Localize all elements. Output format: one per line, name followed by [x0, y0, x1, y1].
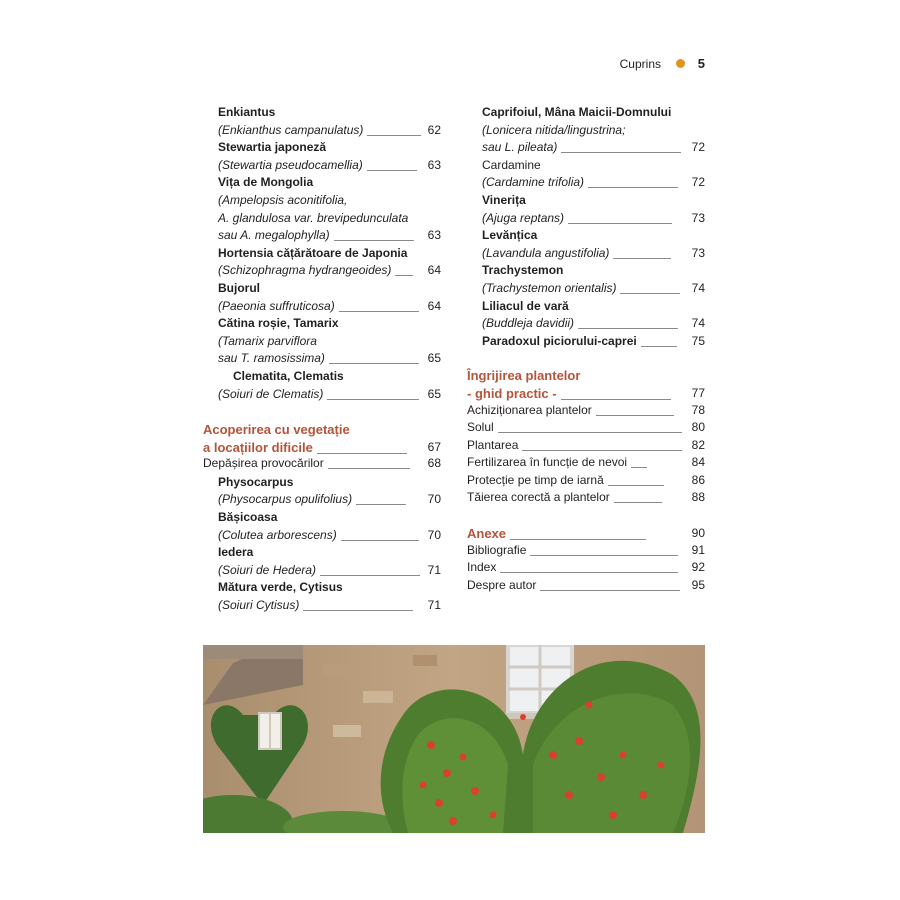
item-page: 91	[691, 542, 705, 557]
section-heading: Îngrijirea plantelor	[467, 368, 581, 384]
toc-section-ingrijirea[interactable]	[467, 367, 705, 402]
leader-dots	[631, 466, 647, 468]
leader-dots	[339, 310, 419, 312]
item-label: Plantarea	[467, 437, 519, 452]
entry-page: 72	[691, 140, 705, 155]
toc-entry-stewartia[interactable]	[203, 139, 441, 174]
entry-page: 65	[427, 351, 441, 366]
leader-dots	[608, 484, 664, 486]
entry-latin: (Ampelopsis aconitifolia,	[218, 192, 348, 207]
entry-latin: (Buddleja davidii)	[482, 316, 575, 331]
toc-entry-vita-de-mongolia[interactable]	[203, 174, 441, 244]
item-page: 78	[691, 402, 705, 417]
toc-entry-trachystemon[interactable]	[467, 262, 705, 297]
item-label: Depășirea provocărilor	[203, 456, 324, 471]
section-heading: a locațiilor dificile	[203, 439, 313, 455]
section-page: 90	[691, 526, 705, 541]
section-page: 67	[427, 439, 441, 454]
toc-left-column	[203, 104, 441, 615]
section-heading: - ghid practic -	[467, 385, 557, 401]
toc-entry-vinerita[interactable]	[467, 192, 705, 227]
photo-illustration	[203, 645, 705, 833]
entry-page: 70	[427, 492, 441, 507]
toc-entry-catina-rosie[interactable]	[203, 315, 441, 368]
item-page: 82	[691, 437, 705, 452]
leader-dots	[498, 431, 682, 433]
item-label: Despre autor	[467, 577, 537, 592]
toc-item[interactable]	[467, 403, 705, 421]
section-page: 77	[691, 385, 705, 400]
section-title: Cuprins	[619, 57, 661, 71]
entry-page: 71	[427, 562, 441, 577]
leader-dots	[561, 151, 681, 153]
leader-dots	[568, 222, 672, 224]
entry-latin: (Enkianthus campanulatus)	[218, 122, 364, 137]
garden-photo	[203, 645, 705, 833]
entry-page: 63	[427, 157, 441, 172]
toc-entry-iedera[interactable]	[203, 544, 441, 579]
entry-name: Liliacul de vară	[482, 298, 569, 313]
leader-dots	[317, 452, 407, 454]
item-page: 84	[691, 455, 705, 470]
entry-name: Caprifoiul, Mâna Maicii-Domnului	[482, 105, 672, 119]
leader-dots	[334, 239, 414, 241]
leader-dots	[530, 554, 678, 556]
item-label: Tăierea corectă a plantelor	[467, 490, 610, 505]
entry-latin: (Tamarix parviflora	[218, 333, 317, 348]
entry-name: Iedera	[218, 545, 254, 560]
toc-section-acoperirea[interactable]	[203, 421, 441, 456]
entry-name: Stewartia japoneză	[218, 140, 327, 155]
entry-page: 75	[691, 333, 705, 348]
leader-dots	[588, 186, 678, 188]
entry-latin: (Trachystemon orientalis)	[482, 280, 617, 295]
toc-entry-bujorul[interactable]	[203, 280, 441, 315]
item-page: 68	[427, 456, 441, 471]
toc-item-depasirea[interactable]	[203, 456, 441, 474]
toc-item[interactable]	[467, 560, 705, 578]
item-page: 92	[691, 560, 705, 575]
section-heading: Acoperirea cu vegetație	[203, 422, 350, 438]
entry-page: 70	[427, 527, 441, 542]
entry-name: Enkiantus	[218, 105, 276, 119]
toc-item[interactable]	[467, 578, 705, 596]
toc-item[interactable]	[467, 490, 705, 508]
entry-latin: A. glandulosa var. brevipedunculata	[218, 210, 409, 225]
toc-item[interactable]	[467, 543, 705, 561]
toc-entry-hortensia[interactable]	[203, 245, 441, 280]
entry-page: 74	[691, 316, 705, 331]
toc-list-ingrijirea	[467, 403, 705, 509]
entry-latin: (Schizophragma hydrangeoides)	[218, 263, 392, 278]
item-page: 80	[691, 420, 705, 435]
entry-latin: sau L. pileata)	[482, 140, 558, 155]
entry-latin: (Colutea arborescens)	[218, 527, 337, 542]
leader-dots	[327, 398, 419, 400]
entry-name: Bujorul	[218, 280, 260, 295]
leader-dots	[367, 169, 417, 171]
entry-name: Bășicoasa	[218, 510, 278, 525]
leader-dots	[328, 467, 410, 469]
toc-section-anexe[interactable]	[467, 525, 705, 543]
leader-dots	[620, 292, 680, 294]
item-label: Bibliografie	[467, 542, 527, 557]
entry-page: 62	[427, 122, 441, 137]
entry-name: Cardamine	[482, 157, 541, 172]
entry-latin: (Paeonia suffruticosa)	[218, 298, 335, 313]
item-label: Protecție pe timp de iarnă	[467, 472, 604, 487]
toc-entry-cardamine[interactable]	[467, 157, 705, 192]
leader-dots	[613, 257, 671, 259]
entry-latin: (Stewartia pseudocamellia)	[218, 157, 363, 172]
entry-latin: (Soiuri Cytisus)	[218, 598, 300, 613]
leader-dots	[500, 571, 678, 573]
leader-dots	[356, 503, 406, 505]
item-label: Achiziționarea plantelor	[467, 402, 592, 417]
entry-page: 65	[427, 386, 441, 401]
toc-entry-matura-verde[interactable]	[203, 579, 441, 614]
entry-page: 73	[691, 245, 705, 260]
entry-name: Levănțica	[482, 228, 538, 243]
toc-entry-basicoasa[interactable]	[203, 509, 441, 544]
item-page: 86	[691, 472, 705, 487]
entry-page: 73	[691, 210, 705, 225]
leader-dots	[540, 589, 680, 591]
entry-name: Hortensia cățărătoare de Japonia	[218, 245, 408, 260]
entry-latin: (Lonicera nitida/lingustrina;	[482, 122, 626, 137]
entry-page: 64	[427, 263, 441, 278]
item-label: Index	[467, 560, 497, 575]
leader-dots	[596, 414, 674, 416]
entry-latin: (Physocarpus opulifolius)	[218, 492, 353, 507]
entry-name: Vița de Mongolia	[218, 175, 314, 190]
page-header	[560, 56, 706, 74]
leader-dots	[641, 345, 677, 347]
toc-list-anexe	[467, 543, 705, 596]
leader-dots	[395, 274, 413, 276]
toc-entry-levantica[interactable]	[467, 227, 705, 262]
toc-entry-physocarpus[interactable]	[203, 474, 441, 509]
page-number: 5	[697, 56, 705, 71]
leader-dots	[303, 609, 413, 611]
entry-page: 74	[691, 280, 705, 295]
item-page: 88	[691, 490, 705, 505]
item-label: Solul	[467, 420, 494, 435]
toc-entry-clematita[interactable]	[203, 368, 441, 403]
entry-name: Clematita, Clematis	[233, 368, 344, 383]
entry-page: 64	[427, 298, 441, 313]
entry-name: Mătura verde, Cytisus	[218, 580, 343, 595]
leader-dots	[578, 327, 678, 329]
entry-name: Physocarpus	[218, 474, 294, 489]
leader-dots	[329, 362, 419, 364]
entry-latin: sau T. ramosissima)	[218, 351, 325, 366]
entry-latin: (Lavandula angustifolia)	[482, 245, 610, 260]
entry-page: 72	[691, 175, 705, 190]
item-page: 95	[691, 577, 705, 592]
entry-name: Trachystemon	[482, 263, 564, 278]
toc-item[interactable]	[467, 473, 705, 491]
toc-right-column	[467, 104, 705, 595]
toc-entry-paradoxul[interactable]	[467, 333, 705, 351]
leader-dots	[367, 134, 421, 136]
toc-entry-enkiantus[interactable]	[203, 104, 441, 139]
entry-name: Vinerița	[482, 192, 526, 207]
item-label: Fertilizarea în funcție de nevoi	[467, 455, 628, 470]
entry-latin: (Soiuri de Hedera)	[218, 562, 317, 577]
leader-dots	[320, 574, 420, 576]
entry-latin: (Ajuga reptans)	[482, 210, 565, 225]
entry-latin: (Soiuri de Clematis)	[218, 386, 324, 401]
entry-page: 71	[427, 598, 441, 613]
leader-dots	[561, 398, 671, 400]
leader-dots	[341, 539, 419, 541]
toc-item[interactable]	[467, 455, 705, 473]
section-heading: Anexe	[467, 526, 507, 542]
header-dot-icon	[676, 59, 685, 68]
toc-item[interactable]	[467, 420, 705, 438]
entry-latin: sau A. megalophylla)	[218, 228, 330, 243]
entry-latin: (Cardamine trifolia)	[482, 175, 585, 190]
leader-dots	[614, 501, 662, 503]
toc-item[interactable]	[467, 438, 705, 456]
entry-name: Paradoxul piciorului-caprei	[482, 333, 637, 348]
toc-entry-caprifoiul[interactable]	[467, 104, 705, 157]
entry-name: Cătina roșie, Tamarix	[218, 316, 339, 331]
toc-entry-liliacul[interactable]	[467, 298, 705, 333]
leader-dots	[510, 538, 646, 540]
leader-dots	[522, 449, 682, 451]
entry-page: 63	[427, 228, 441, 243]
